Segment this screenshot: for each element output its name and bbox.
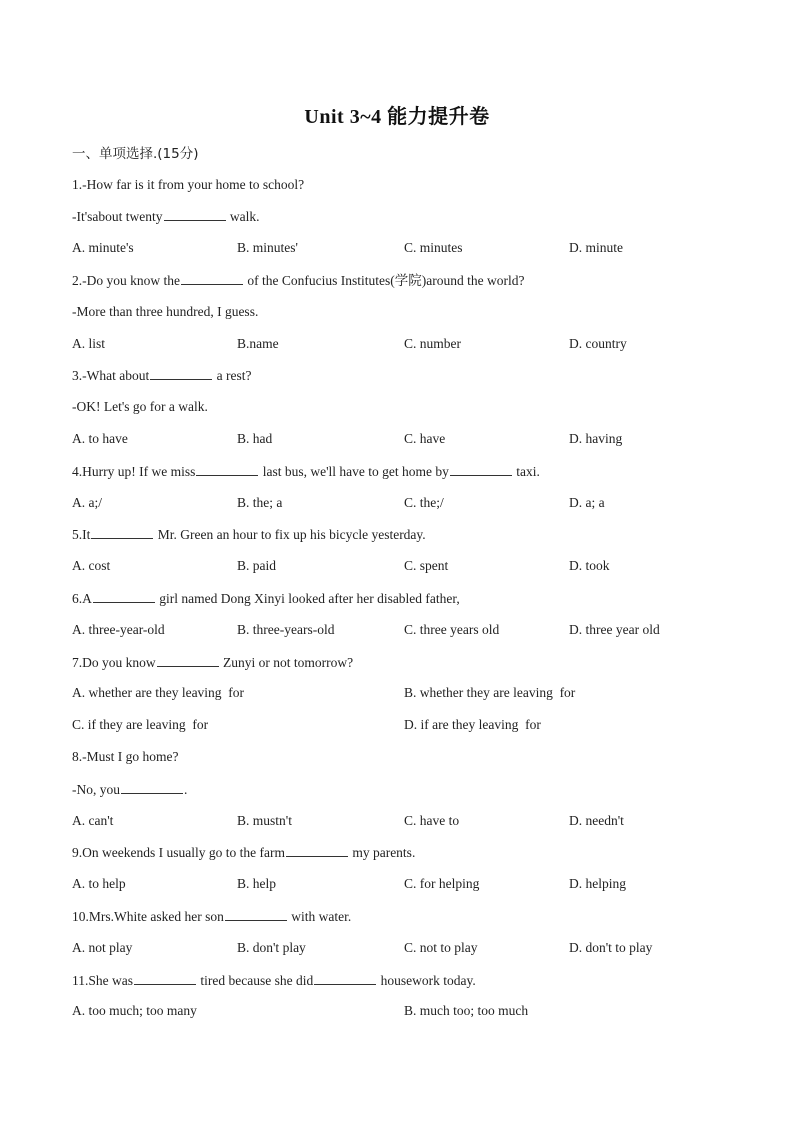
question-10-option-c: C. not to play bbox=[404, 940, 478, 955]
question-4-option-a: A. a;/ bbox=[72, 495, 102, 510]
question-8-stem: 8.-Must I go home? bbox=[72, 749, 179, 764]
answer-blank bbox=[93, 589, 155, 603]
question-10-option-b: B. don't play bbox=[237, 940, 306, 955]
answer-blank bbox=[134, 971, 196, 985]
question-9-stem bbox=[72, 843, 415, 862]
question-9-option-a: A. to help bbox=[72, 876, 126, 891]
answer-blank bbox=[196, 462, 258, 476]
question-9-option-b: B. help bbox=[237, 876, 276, 891]
question-10-text: with water. bbox=[287, 909, 352, 924]
question-2-text: of the Confucius Institutes(学院)around the world? bbox=[244, 273, 525, 288]
question-11-text: housework today. bbox=[377, 973, 476, 988]
question-6-text: girl named Dong Xinyi looked after her disabled father, bbox=[155, 591, 460, 606]
answer-blank bbox=[164, 207, 226, 221]
answer-blank bbox=[286, 843, 348, 857]
question-3-option-a: A. to have bbox=[72, 431, 128, 446]
question-2-stem bbox=[72, 271, 524, 290]
question-4-option-d: D. a; a bbox=[569, 495, 605, 510]
question-7-stem bbox=[72, 653, 353, 672]
question-9-option-c: C. for helping bbox=[404, 876, 480, 891]
question-3-answer-line: -OK! Let's go for a walk. bbox=[72, 399, 208, 414]
question-1-option-a: A. minute's bbox=[72, 240, 134, 255]
question-6-option-c: C. three years old bbox=[404, 622, 500, 637]
answer-blank bbox=[121, 780, 183, 794]
question-1-option-c: C. minutes bbox=[404, 240, 463, 255]
question-1-option-d: D. minute bbox=[569, 240, 623, 255]
question-4-text: 4.Hurry up! If we miss bbox=[72, 464, 196, 479]
question-10-option-a: A. not play bbox=[72, 940, 133, 955]
question-3-option-b: B. had bbox=[237, 431, 273, 446]
question-4-text: last bus, we'll have to get home by bbox=[259, 464, 449, 479]
question-2-answer-line: -More than three hundred, I guess. bbox=[72, 304, 259, 319]
answer-blank bbox=[314, 971, 376, 985]
question-7-text: 7.Do you know bbox=[72, 655, 156, 670]
question-5-option-a: A. cost bbox=[72, 558, 111, 573]
question-2-option-c: C. number bbox=[404, 336, 461, 351]
question-3-stem bbox=[72, 366, 251, 385]
question-10-stem bbox=[72, 907, 351, 926]
question-4-option-b: B. the; a bbox=[237, 495, 283, 510]
question-9-text: my parents. bbox=[348, 845, 416, 860]
question-2-option-d: D. country bbox=[569, 336, 627, 351]
question-6-option-b: B. three-years-old bbox=[237, 622, 335, 637]
question-8-text: . bbox=[184, 782, 188, 797]
question-6-text: 6.A bbox=[72, 591, 92, 606]
question-4-stem bbox=[72, 462, 540, 481]
question-5-option-b: B. paid bbox=[237, 558, 276, 573]
question-7-text: Zunyi or not tomorrow? bbox=[219, 655, 354, 670]
question-8-option-d: D. needn't bbox=[569, 813, 624, 828]
question-3-option-c: C. have bbox=[404, 431, 446, 446]
question-5-option-c: C. spent bbox=[404, 558, 449, 573]
question-3-option-d: D. having bbox=[569, 431, 623, 446]
question-1-text: walk. bbox=[226, 209, 260, 224]
question-10-text: 10.Mrs.White asked her son bbox=[72, 909, 224, 924]
question-8-answer-line bbox=[72, 780, 187, 799]
question-1-option-b: B. minutes' bbox=[237, 240, 298, 255]
question-8-option-a: A. can't bbox=[72, 813, 114, 828]
question-8-option-c: C. have to bbox=[404, 813, 460, 828]
answer-blank bbox=[225, 907, 287, 921]
answer-blank bbox=[181, 271, 243, 285]
question-11-option-a: A. too much; too many bbox=[72, 1003, 197, 1018]
question-5-stem bbox=[72, 525, 426, 544]
question-7-option-b: B. whether they are leaving for bbox=[404, 685, 576, 700]
question-5-text: Mr. Green an hour to fix up his bicycle yesterday. bbox=[154, 527, 426, 542]
question-5-text: 5.It bbox=[72, 527, 91, 542]
question-1-answer-line bbox=[72, 207, 260, 226]
question-6-option-a: A. three-year-old bbox=[72, 622, 165, 637]
question-10-option-d: D. don't to play bbox=[569, 940, 653, 955]
question-2-option-a: A. list bbox=[72, 336, 106, 351]
question-8-option-b: B. mustn't bbox=[237, 813, 292, 828]
question-9-text: 9.On weekends I usually go to the farm bbox=[72, 845, 285, 860]
question-11-text: 11.She was bbox=[72, 973, 133, 988]
question-1-text: -It'sabout twenty bbox=[72, 209, 163, 224]
question-7-option-c: C. if they are leaving for bbox=[72, 717, 209, 732]
question-4-text: taxi. bbox=[512, 464, 540, 479]
question-3-text: 3.-What about bbox=[72, 368, 150, 383]
section-heading: 一、单项选择.(15分) bbox=[72, 146, 199, 162]
answer-blank bbox=[91, 525, 153, 539]
question-6-stem bbox=[72, 589, 460, 608]
question-2-text: 2.-Do you know the bbox=[72, 273, 180, 288]
answer-blank bbox=[150, 366, 212, 380]
question-11-text: tired because she did bbox=[197, 973, 314, 988]
question-5-option-d: D. took bbox=[569, 558, 610, 573]
answer-blank bbox=[450, 462, 512, 476]
question-3-text: a rest? bbox=[213, 368, 252, 383]
question-8-text: -No, you bbox=[72, 782, 120, 797]
question-2-option-b: B.name bbox=[237, 336, 279, 351]
question-1-stem: 1.-How far is it from your home to school? bbox=[72, 177, 305, 192]
question-7-option-d: D. if are they leaving for bbox=[404, 717, 541, 732]
question-7-option-a: A. whether are they leaving for bbox=[72, 685, 245, 700]
question-9-option-d: D. helping bbox=[569, 876, 626, 891]
answer-blank bbox=[157, 653, 219, 667]
page-title: Unit 3~4 能力提升卷 bbox=[304, 106, 490, 128]
question-11-option-b: B. much too; too much bbox=[404, 1003, 529, 1018]
question-4-option-c: C. the;/ bbox=[404, 495, 444, 510]
question-11-stem bbox=[72, 971, 476, 990]
question-6-option-d: D. three year old bbox=[569, 622, 660, 637]
